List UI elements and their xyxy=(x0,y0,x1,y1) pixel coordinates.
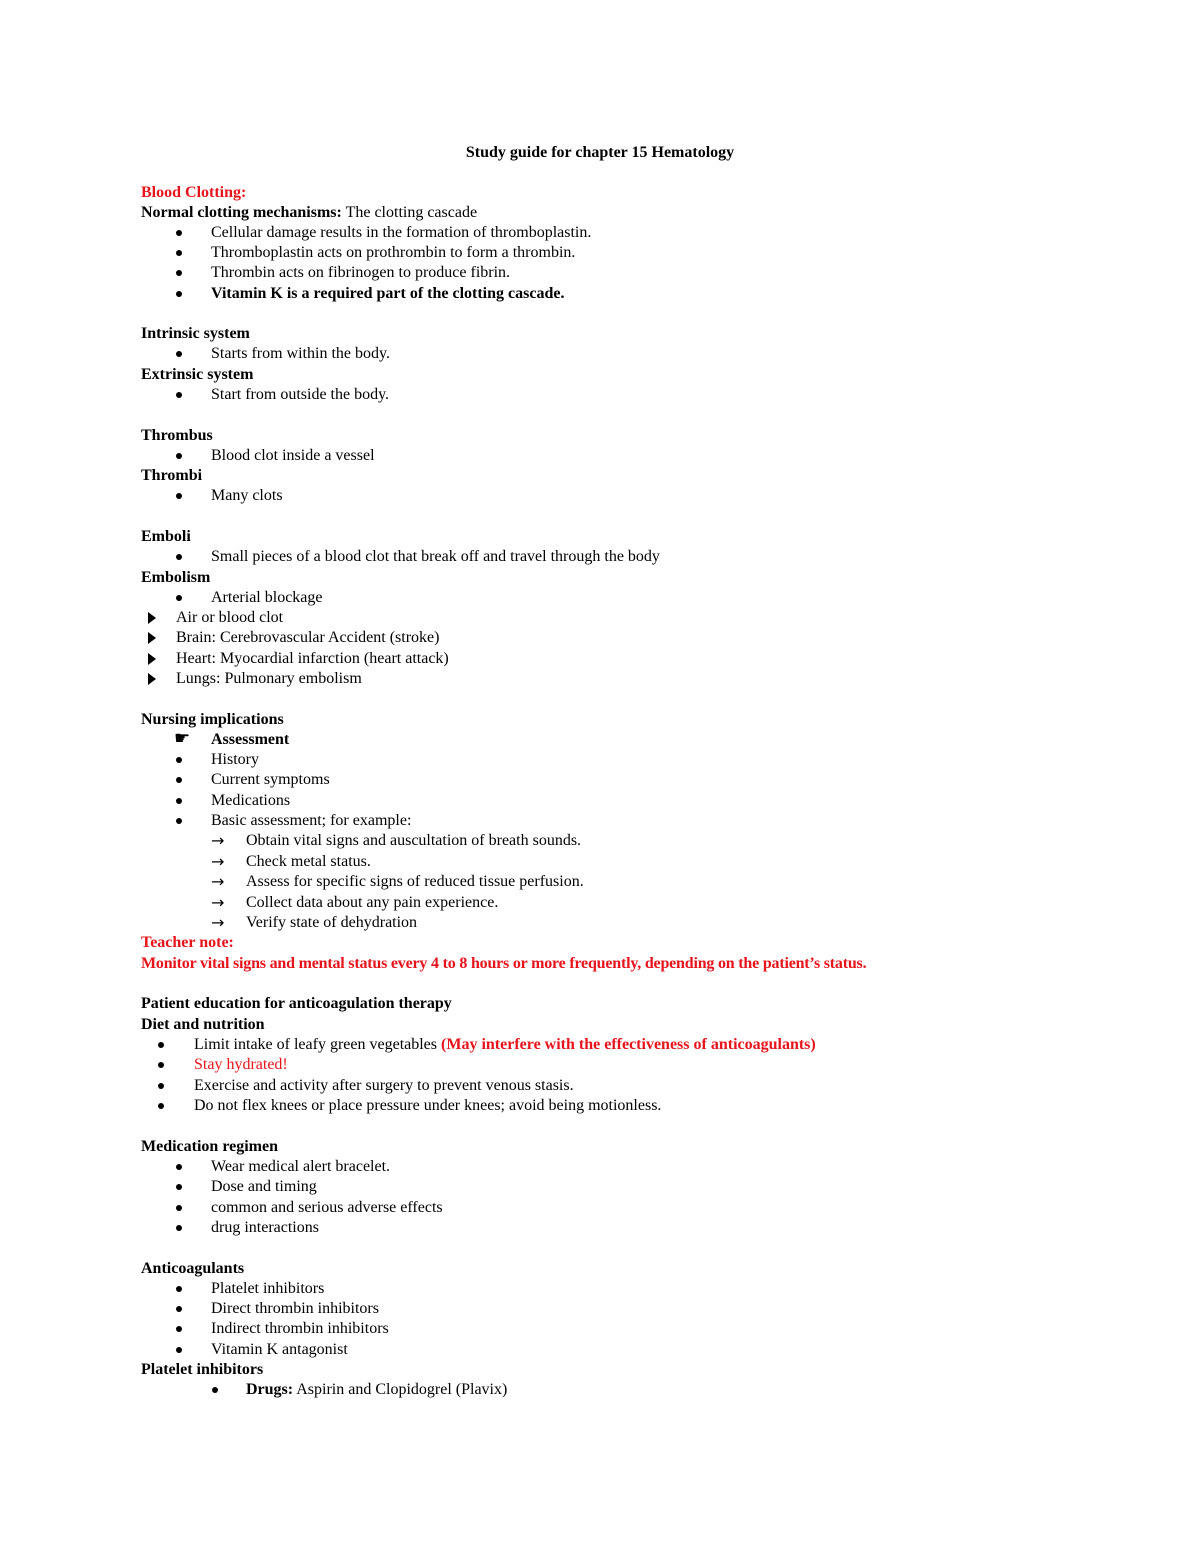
teacher-note-label: Teacher note: xyxy=(141,934,234,951)
list-item: Collect data about any pain experience. xyxy=(246,894,499,911)
arrow-bullet-icon: → xyxy=(211,831,225,850)
emboli-heading: Emboli xyxy=(141,528,191,545)
list-item: Heart: Myocardial infarction (heart attack) xyxy=(176,650,449,667)
list-item: Vitamin K antagonist xyxy=(211,1341,348,1358)
bullet-dot-icon xyxy=(176,757,182,763)
list-item: Do not flex knees or place pressure under knees; avoid being motionless. xyxy=(194,1097,662,1114)
normal-clotting-line xyxy=(141,203,477,223)
bullet-dot-icon xyxy=(176,250,182,256)
bullet-dot-icon xyxy=(176,1205,182,1211)
list-item: Start from outside the body. xyxy=(211,386,390,403)
thrombus-heading: Thrombus xyxy=(141,427,213,444)
arrow-bullet-icon: → xyxy=(211,872,225,891)
teacher-note-text: Monitor vital signs and mental status every 4 to 8 hours or more frequently, depending on the patient’s status. xyxy=(141,955,867,972)
bullet-dot-icon xyxy=(176,392,182,398)
embolism-heading: Embolism xyxy=(141,569,211,586)
bullet-dot-icon xyxy=(176,554,182,560)
list-item: Basic assessment; for example: xyxy=(211,812,412,829)
thrombi-heading: Thrombi xyxy=(141,467,203,484)
diet-item-warning: (May interfere with the effectiveness of anticoagulants) xyxy=(441,1036,816,1053)
bullet-dot-icon xyxy=(176,595,182,601)
list-item: Current symptoms xyxy=(211,771,330,788)
list-item: History xyxy=(211,751,259,768)
medication-heading: Medication regimen xyxy=(141,1138,279,1155)
assessment-label: Assessment xyxy=(211,731,290,748)
list-item: Arterial blockage xyxy=(211,589,323,606)
list-item: Cellular damage results in the formation of thromboplastin. xyxy=(211,224,592,241)
normal-clotting-label: Normal clotting mechanisms: xyxy=(141,204,342,221)
list-item: Indirect thrombin inhibitors xyxy=(211,1320,389,1337)
bullet-dot-icon xyxy=(176,1347,182,1353)
bullet-dot-icon xyxy=(158,1062,164,1068)
list-item: Many clots xyxy=(211,487,283,504)
bullet-dot-icon xyxy=(212,1387,218,1393)
list-item: Air or blood clot xyxy=(176,609,284,626)
list-item: Verify state of dehydration xyxy=(246,914,418,931)
bullet-dot-icon xyxy=(176,1225,182,1231)
list-item: Stay hydrated! xyxy=(194,1056,288,1073)
normal-clotting-text: The clotting cascade xyxy=(341,204,478,221)
bullet-dot-icon xyxy=(176,818,182,824)
diet-item-text: Limit intake of leafy green vegetables xyxy=(194,1036,442,1053)
bullet-dot-icon xyxy=(176,1326,182,1332)
drugs-label: Drugs: xyxy=(246,1381,294,1398)
bullet-dot-icon xyxy=(176,1164,182,1170)
list-item: Blood clot inside a vessel xyxy=(211,447,375,464)
list-item xyxy=(194,1035,816,1055)
arrow-bullet-icon: → xyxy=(211,852,225,871)
bullet-dot-icon xyxy=(176,453,182,459)
bullet-dot-icon xyxy=(158,1083,164,1089)
diet-heading: Diet and nutrition xyxy=(141,1016,265,1033)
triangle-bullet-icon xyxy=(148,653,156,665)
list-item: Platelet inhibitors xyxy=(211,1280,325,1297)
list-item: Vitamin K is a required part of the clotting cascade. xyxy=(211,285,565,302)
intrinsic-heading: Intrinsic system xyxy=(141,325,250,342)
triangle-bullet-icon xyxy=(148,612,156,624)
list-item: Starts from within the body. xyxy=(211,345,390,362)
bullet-dot-icon xyxy=(176,351,182,357)
bullet-dot-icon xyxy=(176,230,182,236)
anticoagulants-heading: Anticoagulants xyxy=(141,1260,245,1277)
list-item: Assess for specific signs of reduced tissue perfusion. xyxy=(246,873,584,890)
bullet-dot-icon xyxy=(158,1103,164,1109)
triangle-bullet-icon xyxy=(148,673,156,685)
blood-clotting-heading: Blood Clotting: xyxy=(141,184,247,201)
list-item: Direct thrombin inhibitors xyxy=(211,1300,379,1317)
list-item: Small pieces of a blood clot that break off and travel through the body xyxy=(211,548,660,565)
platelet-heading: Platelet inhibitors xyxy=(141,1361,264,1378)
list-item: common and serious adverse effects xyxy=(211,1199,443,1216)
bullet-dot-icon xyxy=(158,1042,164,1048)
education-heading: Patient education for anticoagulation therapy xyxy=(141,995,452,1012)
list-item: Exercise and activity after surgery to prevent venous stasis. xyxy=(194,1077,574,1094)
list-item: Dose and timing xyxy=(211,1178,317,1195)
extrinsic-heading: Extrinsic system xyxy=(141,366,254,383)
list-item: Check metal status. xyxy=(246,853,371,870)
list-item: Medications xyxy=(211,792,291,809)
bullet-dot-icon xyxy=(176,270,182,276)
list-item: Lungs: Pulmonary embolism xyxy=(176,670,362,687)
page-title: Study guide for chapter 15 Hematology xyxy=(465,144,735,161)
bullet-dot-icon xyxy=(176,777,182,783)
pointing-hand-icon: ☛ xyxy=(174,728,191,749)
list-item: Thromboplastin acts on prothrombin to form a thrombin. xyxy=(211,244,576,261)
drugs-text: Aspirin and Clopidogrel (Plavix) xyxy=(293,1381,508,1398)
bullet-dot-icon xyxy=(176,1306,182,1312)
list-item: drug interactions xyxy=(211,1219,319,1236)
arrow-bullet-icon: → xyxy=(211,893,225,912)
bullet-dot-icon xyxy=(176,493,182,499)
list-item: Brain: Cerebrovascular Accident (stroke) xyxy=(176,629,440,646)
arrow-bullet-icon: → xyxy=(211,913,225,932)
list-item: Obtain vital signs and auscultation of breath sounds. xyxy=(246,832,582,849)
triangle-bullet-icon xyxy=(148,632,156,644)
bullet-dot-icon xyxy=(176,291,182,297)
list-item: Wear medical alert bracelet. xyxy=(211,1158,391,1175)
nursing-heading: Nursing implications xyxy=(141,711,284,728)
list-item xyxy=(246,1380,507,1400)
list-item: Thrombin acts on fibrinogen to produce fibrin. xyxy=(211,264,511,281)
bullet-dot-icon xyxy=(176,1184,182,1190)
bullet-dot-icon xyxy=(176,798,182,804)
bullet-dot-icon xyxy=(176,1286,182,1292)
